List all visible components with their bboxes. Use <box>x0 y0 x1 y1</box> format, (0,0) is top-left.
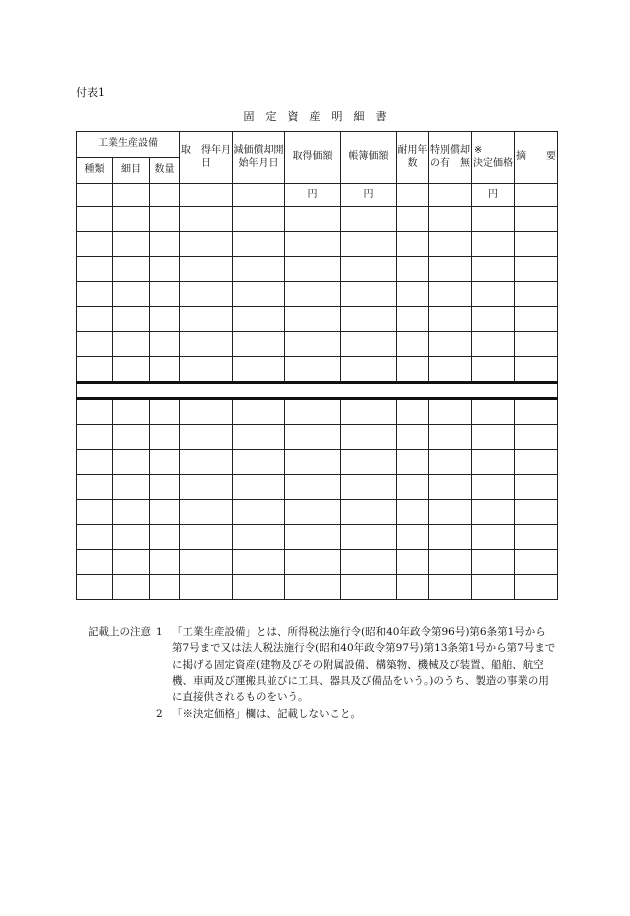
table-cell[interactable] <box>77 357 113 383</box>
table-cell[interactable] <box>341 307 397 332</box>
table-cell[interactable] <box>285 550 341 575</box>
table-cell[interactable] <box>397 399 429 425</box>
table-cell[interactable] <box>180 357 233 383</box>
table-cell[interactable] <box>180 425 233 450</box>
table-cell[interactable] <box>285 207 341 232</box>
table-cell[interactable] <box>150 232 180 257</box>
table-row <box>77 357 558 383</box>
table-cell[interactable] <box>397 232 429 257</box>
table-cell[interactable] <box>472 575 515 600</box>
table-cell[interactable] <box>233 357 285 383</box>
table-cell[interactable] <box>429 357 472 383</box>
table-cell[interactable] <box>113 332 150 357</box>
table-cell[interactable] <box>341 500 397 525</box>
table-cell[interactable] <box>429 184 472 207</box>
table-cell[interactable] <box>77 232 113 257</box>
header-special-depreciation: 特別償却の有 無 <box>429 132 472 184</box>
table-cell[interactable] <box>77 550 113 575</box>
table-cell[interactable] <box>341 399 397 425</box>
table-cell[interactable] <box>397 307 429 332</box>
table-cell[interactable] <box>180 184 233 207</box>
table-cell[interactable] <box>472 307 515 332</box>
table-cell[interactable] <box>233 500 285 525</box>
table-cell[interactable] <box>285 257 341 282</box>
table-cell[interactable] <box>341 332 397 357</box>
note-text: 「工業生産設備」とは、所得税法施行令(昭和40年政令第96号)第6条第1号から第7号まで又は法人税法施行令(昭和40年政令第97号)第13条第1号から第7号までに掲げる固定資産(建物及びその附属設備、構築物、機械及び装置、船舶、航空機、車両及び運搬具並びに工具、器具及び備品をいう。)のうち、製造の事業の用に直接供されるものをいう。 <box>172 626 556 704</box>
table-row <box>77 550 558 575</box>
table-row <box>77 450 558 475</box>
table-cell[interactable] <box>180 450 233 475</box>
table-cell[interactable] <box>429 207 472 232</box>
table-cell[interactable] <box>233 332 285 357</box>
table-cell[interactable] <box>429 399 472 425</box>
notes-label: 記載上の注意 <box>88 626 151 638</box>
table-cell[interactable] <box>150 550 180 575</box>
table-row <box>77 525 558 550</box>
table-cell[interactable] <box>150 257 180 282</box>
table-cell[interactable] <box>113 450 150 475</box>
table-cell[interactable] <box>472 425 515 450</box>
table-cell[interactable] <box>472 184 515 207</box>
table-cell[interactable] <box>472 332 515 357</box>
table-cell[interactable] <box>472 232 515 257</box>
table-cell[interactable] <box>515 207 558 232</box>
table-cell[interactable] <box>180 475 233 500</box>
table-cell[interactable] <box>472 500 515 525</box>
table-cell[interactable] <box>341 525 397 550</box>
table-row <box>77 475 558 500</box>
table-cell[interactable] <box>180 232 233 257</box>
table-row <box>77 500 558 525</box>
table-cell[interactable] <box>429 475 472 500</box>
table-cell[interactable] <box>113 207 150 232</box>
table-cell[interactable] <box>77 399 113 425</box>
table-cell[interactable] <box>150 184 180 207</box>
table-cell[interactable] <box>397 357 429 383</box>
table-cell[interactable] <box>113 575 150 600</box>
table-cell[interactable] <box>180 257 233 282</box>
table-cell[interactable] <box>429 575 472 600</box>
table-cell[interactable] <box>113 525 150 550</box>
table-cell[interactable] <box>77 307 113 332</box>
header-depreciation-start: 減価償却開始年月日 <box>233 132 285 184</box>
header-detail: 細目 <box>113 158 150 184</box>
kome-mark: ※ <box>474 145 483 156</box>
header-kind: 種類 <box>77 158 113 184</box>
table-cell[interactable] <box>515 282 558 307</box>
table-cell[interactable] <box>233 282 285 307</box>
table-cell[interactable] <box>472 207 515 232</box>
unit-yen: 円 <box>488 188 499 200</box>
table-cell[interactable] <box>113 184 150 207</box>
table-cell[interactable] <box>341 232 397 257</box>
table-cell[interactable] <box>150 282 180 307</box>
table-cell[interactable] <box>472 550 515 575</box>
table-cell[interactable] <box>397 257 429 282</box>
table-row <box>77 207 558 232</box>
table-cell[interactable] <box>472 282 515 307</box>
note-item <box>156 706 556 722</box>
table-cell[interactable] <box>515 232 558 257</box>
table-cell[interactable] <box>180 550 233 575</box>
table-cell[interactable] <box>472 357 515 383</box>
header-decided-price <box>472 132 515 184</box>
table-row <box>77 332 558 357</box>
note-number: 2 <box>156 708 163 720</box>
table-cell[interactable] <box>180 500 233 525</box>
table-cell[interactable] <box>515 425 558 450</box>
table-cell[interactable] <box>515 307 558 332</box>
table-cell[interactable] <box>285 357 341 383</box>
table-cell[interactable] <box>515 450 558 475</box>
table-cell[interactable] <box>150 357 180 383</box>
table-cell[interactable] <box>285 282 341 307</box>
table-cell[interactable] <box>150 575 180 600</box>
table-cell[interactable] <box>180 399 233 425</box>
table-cell[interactable] <box>429 307 472 332</box>
table-row <box>77 575 558 600</box>
table-cell[interactable] <box>113 425 150 450</box>
note-text: 「※決定価格」欄は、記載しないこと。 <box>172 708 361 720</box>
table-cell[interactable] <box>285 425 341 450</box>
table-cell[interactable] <box>515 575 558 600</box>
table-cell[interactable] <box>429 332 472 357</box>
table-cell[interactable] <box>233 575 285 600</box>
table-cell[interactable] <box>180 282 233 307</box>
table-cell[interactable] <box>341 425 397 450</box>
table-cell[interactable] <box>515 357 558 383</box>
header-industrial-equipment: 工業生産設備 <box>77 132 180 158</box>
table-cell[interactable] <box>341 184 397 207</box>
table-cell[interactable] <box>429 500 472 525</box>
table-cell[interactable] <box>285 475 341 500</box>
table-cell[interactable] <box>429 232 472 257</box>
table-cell[interactable] <box>285 184 341 207</box>
table-cell[interactable] <box>515 475 558 500</box>
table-cell[interactable] <box>285 332 341 357</box>
table-cell[interactable] <box>77 207 113 232</box>
table-cell[interactable] <box>285 450 341 475</box>
table-cell[interactable] <box>180 525 233 550</box>
header-acquisition-date: 取 得年月日 <box>180 132 233 184</box>
table-cell[interactable] <box>472 399 515 425</box>
table-cell[interactable] <box>429 550 472 575</box>
table-row <box>77 232 558 257</box>
appendix-label: 付表1 <box>76 86 105 99</box>
table-cell[interactable] <box>233 525 285 550</box>
fixed-asset-table <box>76 131 558 600</box>
table-cell[interactable] <box>397 184 429 207</box>
table-cell[interactable] <box>341 450 397 475</box>
table-cell[interactable] <box>233 475 285 500</box>
table-row <box>77 282 558 307</box>
table-cell[interactable] <box>180 575 233 600</box>
table-cell[interactable] <box>113 257 150 282</box>
table-cell[interactable] <box>233 257 285 282</box>
note-item <box>156 624 556 705</box>
table-cell[interactable] <box>341 207 397 232</box>
table-cell[interactable] <box>150 307 180 332</box>
table-cell[interactable] <box>285 500 341 525</box>
table-row <box>77 184 558 207</box>
table-row <box>77 399 558 425</box>
table-cell[interactable] <box>341 575 397 600</box>
table-cell[interactable] <box>77 257 113 282</box>
table-cell[interactable] <box>113 475 150 500</box>
table-cell[interactable] <box>397 207 429 232</box>
table-cell[interactable] <box>233 450 285 475</box>
table-cell[interactable] <box>341 357 397 383</box>
table-cell[interactable] <box>285 525 341 550</box>
table-cell[interactable] <box>472 475 515 500</box>
table-cell[interactable] <box>113 399 150 425</box>
table-cell[interactable] <box>341 475 397 500</box>
table-cell[interactable] <box>150 207 180 232</box>
table-cell[interactable] <box>429 425 472 450</box>
unit-yen: 円 <box>363 188 374 200</box>
table-cell[interactable] <box>397 525 429 550</box>
table-cell[interactable] <box>285 307 341 332</box>
table-cell[interactable] <box>77 475 113 500</box>
table-cell[interactable] <box>397 475 429 500</box>
table-cell[interactable] <box>341 257 397 282</box>
table-row <box>77 307 558 332</box>
table-cell[interactable] <box>150 399 180 425</box>
table-cell[interactable] <box>429 282 472 307</box>
table-cell[interactable] <box>472 525 515 550</box>
table-cell[interactable] <box>150 475 180 500</box>
header-acquisition-value: 取得価額 <box>285 132 341 184</box>
note-number: 1 <box>156 626 163 638</box>
table-cell[interactable] <box>150 500 180 525</box>
table-row <box>77 257 558 282</box>
header-book-value: 帳簿価額 <box>341 132 397 184</box>
table-cell[interactable] <box>397 450 429 475</box>
header-quantity: 数量 <box>150 158 180 184</box>
table-cell[interactable] <box>429 525 472 550</box>
table-cell[interactable] <box>515 257 558 282</box>
table-cell[interactable] <box>113 500 150 525</box>
table-cell[interactable] <box>233 307 285 332</box>
page-title: 固 定 資 産 明 細 書 <box>243 110 387 123</box>
table-cell[interactable] <box>515 184 558 207</box>
table-cell[interactable] <box>233 399 285 425</box>
double-rule <box>77 383 558 399</box>
table-cell[interactable] <box>77 450 113 475</box>
table-cell[interactable] <box>77 575 113 600</box>
table-row <box>77 425 558 450</box>
table-cell[interactable] <box>397 332 429 357</box>
table-cell[interactable] <box>113 282 150 307</box>
table-cell[interactable] <box>341 282 397 307</box>
table-cell[interactable] <box>515 550 558 575</box>
table-cell[interactable] <box>233 425 285 450</box>
table-cell[interactable] <box>515 525 558 550</box>
table-cell[interactable] <box>285 232 341 257</box>
table-cell[interactable] <box>472 450 515 475</box>
table-cell[interactable] <box>397 282 429 307</box>
table-cell[interactable] <box>150 425 180 450</box>
table-cell[interactable] <box>397 500 429 525</box>
table-cell[interactable] <box>341 550 397 575</box>
table-cell[interactable] <box>397 575 429 600</box>
table-cell[interactable] <box>113 232 150 257</box>
table-cell[interactable] <box>113 357 150 383</box>
table-cell[interactable] <box>150 332 180 357</box>
header-useful-life: 耐用年数 <box>397 132 429 184</box>
table-cell[interactable] <box>77 525 113 550</box>
table-cell[interactable] <box>77 332 113 357</box>
table-cell[interactable] <box>233 550 285 575</box>
table-cell[interactable] <box>233 232 285 257</box>
table-cell[interactable] <box>515 500 558 525</box>
decided-price-label: 決定価格 <box>473 157 514 169</box>
table-cell[interactable] <box>233 207 285 232</box>
table-cell[interactable] <box>113 550 150 575</box>
table-cell[interactable] <box>180 307 233 332</box>
table-cell[interactable] <box>472 257 515 282</box>
table-cell[interactable] <box>515 399 558 425</box>
table-cell[interactable] <box>515 332 558 357</box>
table-cell[interactable] <box>77 425 113 450</box>
table-cell[interactable] <box>77 282 113 307</box>
table-cell[interactable] <box>180 332 233 357</box>
table-cell[interactable] <box>429 257 472 282</box>
table-cell[interactable] <box>397 550 429 575</box>
table-cell[interactable] <box>180 207 233 232</box>
table-cell[interactable] <box>397 425 429 450</box>
table-cell[interactable] <box>150 450 180 475</box>
unit-yen: 円 <box>307 188 318 200</box>
table-cell[interactable] <box>77 184 113 207</box>
table-cell[interactable] <box>285 575 341 600</box>
table-cell[interactable] <box>285 399 341 425</box>
table-cell[interactable] <box>429 450 472 475</box>
header-summary: 摘 要 <box>515 132 558 184</box>
table-cell[interactable] <box>233 184 285 207</box>
section-divider <box>77 383 558 399</box>
table-cell[interactable] <box>113 307 150 332</box>
table-cell[interactable] <box>77 500 113 525</box>
table-cell[interactable] <box>150 525 180 550</box>
